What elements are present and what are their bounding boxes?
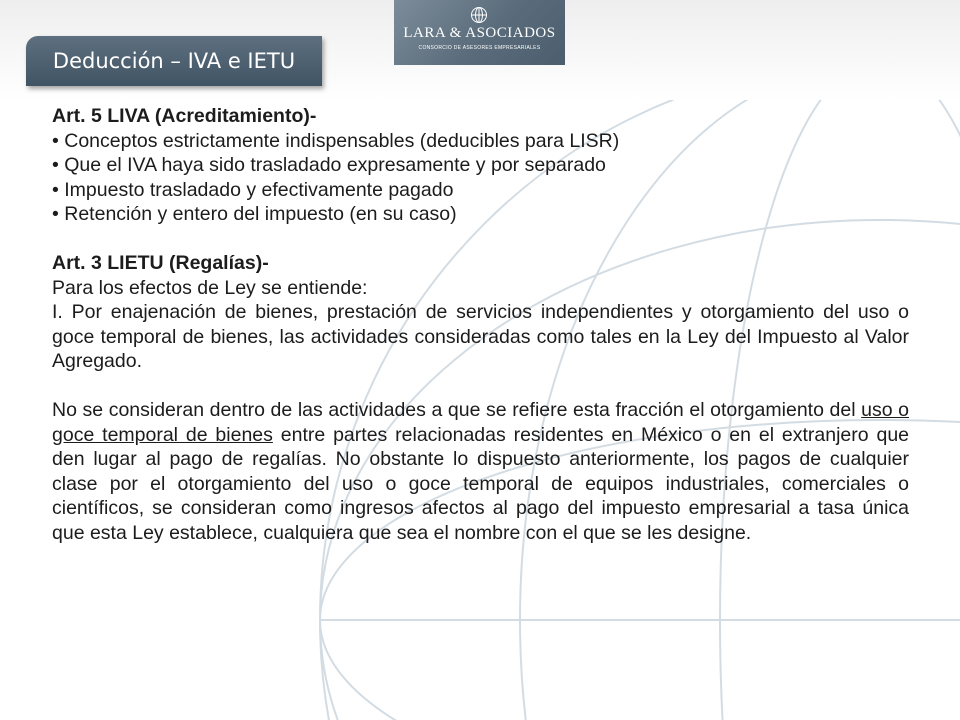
logo-name: LARA & ASOCIADOS (403, 25, 556, 41)
liva-item: • Conceptos estrictamente indispensables (deducibles para LISR) (52, 129, 620, 152)
spacer (52, 227, 909, 252)
underlined-phrase: uso o goce temporal de bienes (52, 399, 910, 446)
lietu-fraction-i: I. Por enajenación de bienes, prestación de servicios independientes y otorgamiento del uso o goce temporal de bienes, las actividades consideradas como tales en la Ley del Impuesto al Valor Agregado. (52, 301, 909, 372)
liva-item: • Que el IVA haya sido trasladado expresamente y por separado (52, 154, 606, 176)
lietu-intro: Para los efectos de Ley se entiende: (52, 276, 368, 299)
paragraph-end: entre partes relacionadas residentes en México o en el extranjero que den lugar al pago de regalías. No obstante lo dispuesto anteriormente, los pagos de cualquier clase por el otorgamiento del uso o goce temporal de equipos industriales, comerciales o científicos, se consideran como ingresos afectos al pago del impuesto empresarial a tasa única que esta Ley establece, cualquiera que sea el nombre con el que se les designe. (52, 423, 910, 544)
lietu-paragraph (52, 398, 909, 545)
slide-title: Deducción – IVA e IETU (52, 49, 296, 73)
slide-title-tab (26, 36, 322, 86)
globe-icon (470, 6, 488, 24)
liva-item: • Impuesto trasladado y efectivamente pagado (52, 178, 454, 201)
paragraph-start: No se consideran dentro de las actividades a que se refiere esta fracción el otorgamiento del (52, 399, 856, 421)
logo-subtitle: CONSORCIO DE ASESORES EMPRESARIALES (418, 45, 541, 51)
spacer (52, 374, 909, 399)
slide-content (52, 104, 909, 545)
company-logo (394, 0, 565, 65)
lietu-heading: Art. 3 LIETU (Regalías)- (52, 252, 269, 274)
liva-heading: Art. 5 LIVA (Acreditamiento)- (52, 105, 317, 127)
liva-item: • Retención y entero del impuesto (en su caso) (52, 203, 457, 225)
